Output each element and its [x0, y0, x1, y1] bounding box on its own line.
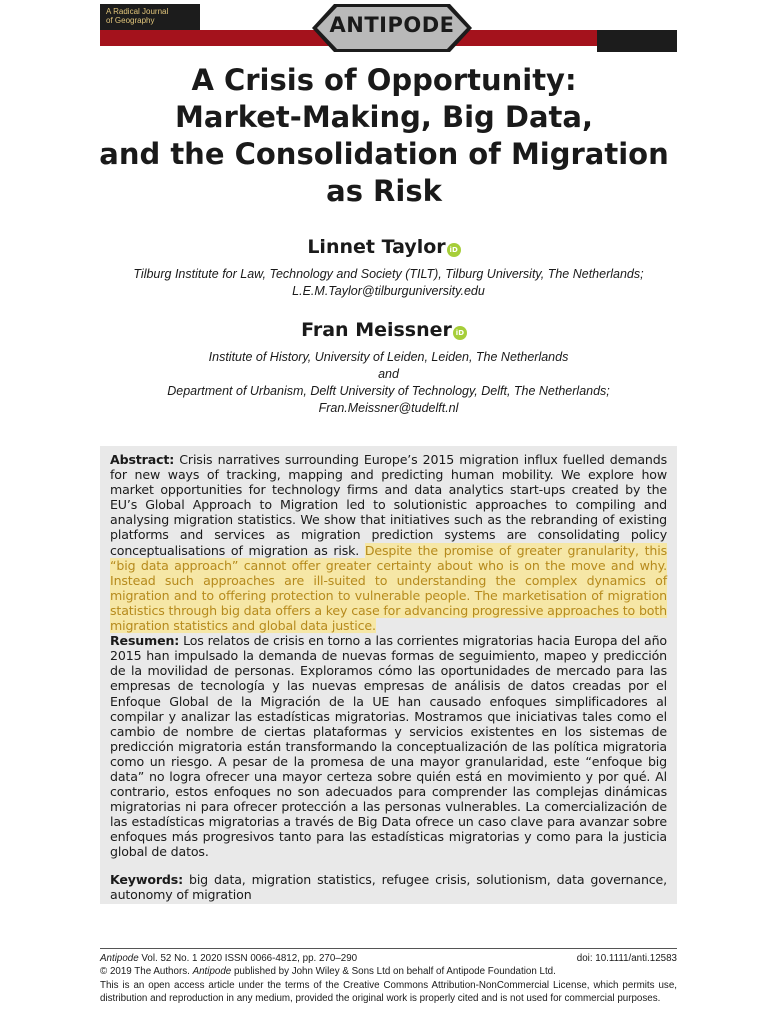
keywords-text: big data, migration statistics, refugee crisis, solutionism, data governance, autonomy of migration — [110, 871, 667, 902]
journal-name-plate — [312, 4, 472, 52]
author-1 — [0, 236, 768, 258]
orcid-icon[interactable]: iD — [447, 243, 461, 257]
copyright-rest: published by John Wiley & Sons Ltd on behalf of Antipode Foundation Ltd. — [231, 966, 556, 978]
resumen-label: Resumen: — [110, 633, 180, 649]
banner-dark-block — [597, 30, 677, 52]
citation — [100, 952, 357, 965]
abstract-label: Abstract: — [110, 452, 175, 467]
abstract-box — [100, 446, 677, 904]
abstract-text: Crisis narratives surrounding Europe’s 2015 migration influx fuelled demands for new ways of tracking, mapping and predicting human mobility. We explore how market opportunities for technology firms and data analytics start-ups created by the EU’s Global Approach to Migration led to solutionistic approaches to compiling and analysing migration statistics. We show that initiatives such as the rebranding of existing platforms and services as migration prediction systems are consolidating policy conceptualisations of migration as risk. — [110, 452, 667, 558]
license-text: This is an open access article under the terms of the Creative Commons Attribution-NonCommercial License, which permits use, distribution and reproduction in any medium, provided the original work is properly cited and is not used for commercial purposes. — [100, 979, 677, 1005]
author-2-affiliation — [100, 349, 677, 417]
copyright-prefix: © 2019 The Authors. — [100, 966, 193, 978]
title-line-2: Market-Making, Big Data, — [175, 100, 593, 134]
author-1-name: Linnet Taylor — [307, 236, 446, 258]
author-1-email[interactable]: L.E.M.Taylor@tilburguniversity.edu — [292, 284, 485, 298]
author-2 — [0, 319, 768, 341]
author-2-name: Fran Meissner — [301, 319, 452, 341]
affiliation-line: and — [378, 367, 399, 381]
citation-row — [100, 952, 677, 965]
abstract-paragraph — [110, 452, 667, 633]
citation-journal: Antipode — [100, 953, 139, 964]
orcid-icon[interactable]: iD — [453, 326, 467, 340]
affiliation-line: Institute of History, University of Leiden, Leiden, The Netherlands — [208, 350, 569, 364]
keywords-label: Keywords: — [110, 871, 183, 887]
resumen-paragraph — [110, 633, 667, 859]
page-footer — [100, 952, 677, 1006]
doi[interactable]: doi: 10.1111/anti.12583 — [576, 953, 677, 964]
copyright-line — [100, 965, 677, 978]
affiliation-line: Department of Urbanism, Delft University of Technology, Delft, The Netherlands; — [167, 384, 610, 398]
journal-tagline-line-1: A Radical Journal — [106, 7, 169, 16]
resumen-text: Los relatos de crisis en torno a las corrientes migratorias hacia Europa del año 2015 han impulsado la demanda de nuevas formas de seguimiento, mapeo y predicción de la movilidad de personas. Exploramos cómo las oportunidades de mercado para las empresas de tecnología y las nuevas empresas de análisis de datos creadas por el Enfoque Global de la Migración de la UE han causado enfoques simplificadores al compilar y analizar las estadísticas migratorias. Mostramos que iniciativas tales como el cambio de nombre de ciertas plataformas y servicios existentes en los sistemas de predicción migratoria están transformando la conceptualización de las política migratoria como un riesgo. A pesar de la promesa de una mayor granularidad, este “enfoque big data” no logra ofrecer una mayor certeza sobre quién está en movimiento y por qué. Al contrario, estos enfoques no son adecuados para comprender las complejas dinámicas migratorias ni para ofrecer protección a las personas vulnerables. La comercialización de las estadísticas migratorias a través de Big Data ofrece un caso clave para avanzar sobre enfoques más progresivos tanto para las estadísticas migratorias y como para la justicia global de datos. — [110, 633, 667, 860]
citation-details: Vol. 52 No. 1 2020 ISSN 0066-4812, pp. 270–290 — [138, 953, 358, 964]
journal-tagline-line-2: of Geography — [106, 16, 155, 25]
copyright-journal: Antipode — [192, 966, 232, 978]
journal-banner — [100, 4, 677, 52]
abstract-highlighted-text[interactable]: Despite the promise of greater granularity, this “big data approach” cannot offer greater certainty about who is on the move and why. Instead such approaches are ill-suited to understanding the complex dynamics of migration and to offering protection to vulnerable people. The marketisation of migration statistics through big data offers a key case for advancing progressive approaches to both migration statistics and global data justice. — [110, 542, 667, 634]
journal-tagline — [100, 4, 200, 30]
title-line-1: A Crisis of Opportunity: — [191, 63, 577, 97]
title-line-4: as Risk — [326, 174, 442, 208]
journal-name: ANTIPODE — [329, 13, 455, 37]
article-title — [60, 62, 708, 210]
affiliation-line: Tilburg Institute for Law, Technology and Society (TILT), Tilburg University, The Netherlands; — [133, 267, 644, 281]
keywords-paragraph — [110, 872, 667, 902]
title-line-3: and the Consolidation of Migration — [99, 137, 669, 171]
author-1-affiliation — [100, 266, 677, 300]
author-2-email[interactable]: Fran.Meissner@tudelft.nl — [318, 401, 459, 415]
footer-divider — [100, 948, 677, 949]
